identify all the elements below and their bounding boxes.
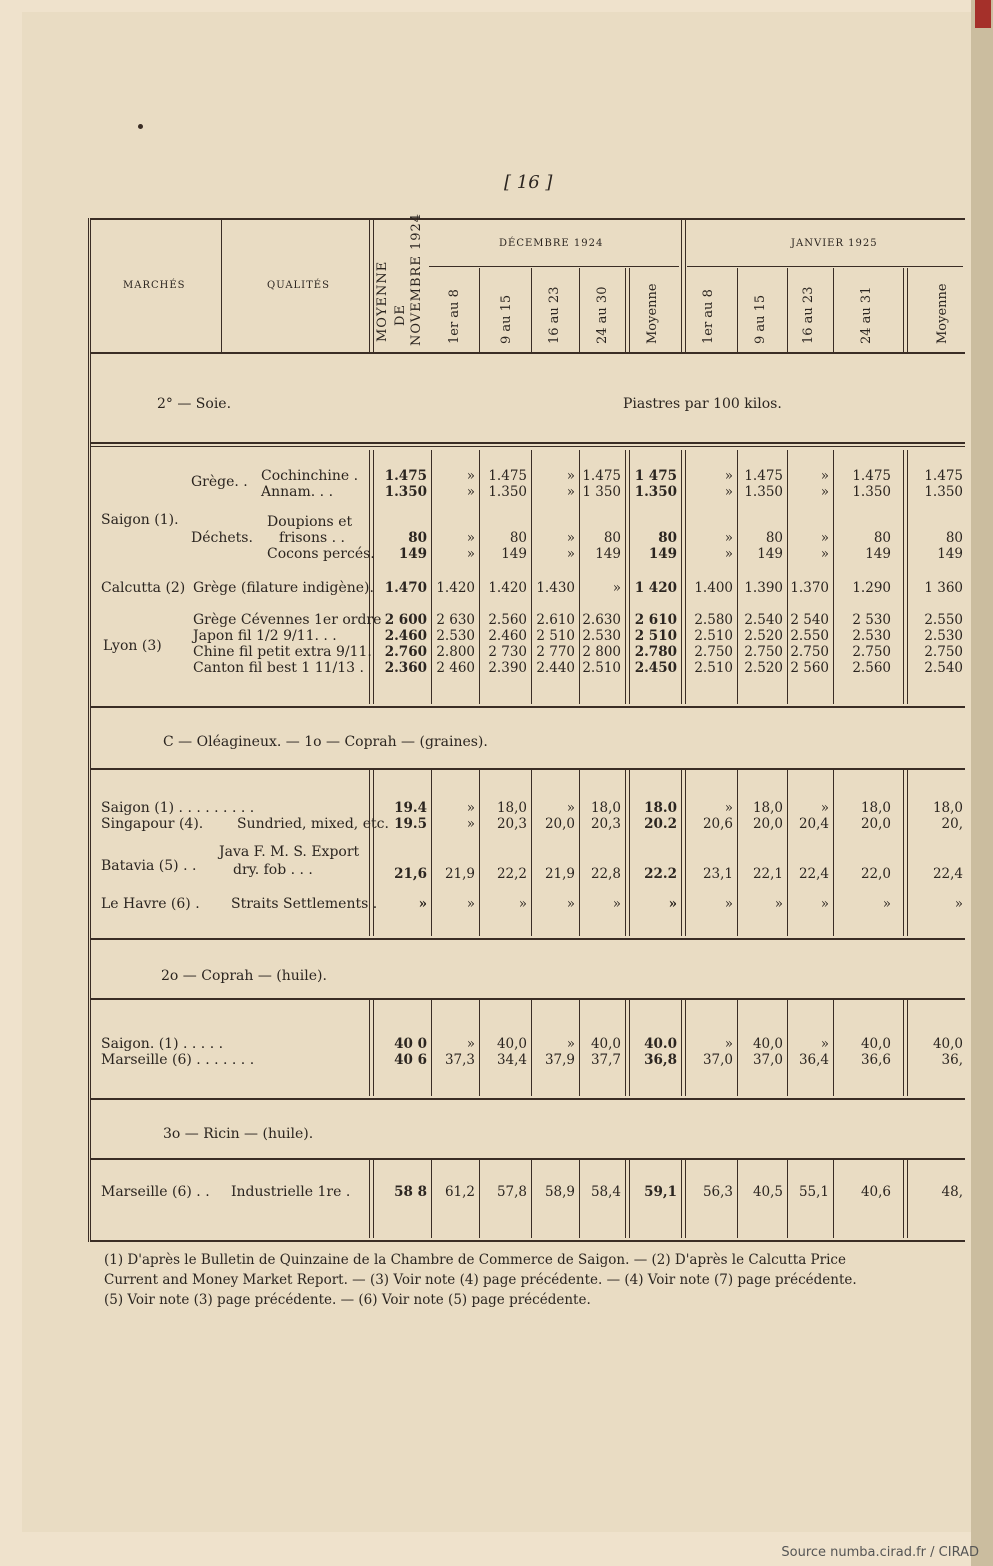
cell-saigon_huile-7: 40,0 [752,1036,783,1052]
cell-annam-7: 1.350 [744,484,783,500]
cell-cochinchine-10: 1.475 [924,468,963,484]
cell-marseille_huile-9: 36,6 [860,1052,891,1068]
ricin-rule [91,1098,965,1100]
cell-lyon3-9: 2.750 [852,644,891,660]
cell-lyon4-10: 2.540 [924,660,963,676]
cell-saigon_cop-4: 18,0 [590,800,621,816]
cell-saigon_cop-3: » [566,800,575,816]
cell-singapour-5: 20.2 [644,816,677,832]
cell-batavia-5: 22.2 [644,866,677,882]
cell-marseille_huile-3: 37,9 [544,1052,575,1068]
cell-havre-3: » [566,896,575,912]
cell-doupions-9: 80 [873,530,891,546]
cell-cochinchine-5: 1 475 [634,468,677,484]
cell-calcutta-6: 1.400 [694,580,733,596]
header-col-sep-3 [681,218,686,352]
cell-cocons-1: » [466,546,475,562]
cell-marseille_ricin-8: 55,1 [798,1184,829,1200]
cell-lyon2-9: 2.530 [852,628,891,644]
body-line-2-10 [903,1000,908,1096]
body-line-1-8 [787,770,788,936]
label-marseille-ricin-qualite: Industrielle 1re . [231,1184,351,1200]
cell-lyon3-6: 2.750 [694,644,733,660]
body-line-2-1 [431,1000,432,1096]
cell-lyon3-3: 2 770 [536,644,575,660]
cell-lyon3-4: 2 800 [582,644,621,660]
cell-marseille_huile-7: 37,0 [752,1052,783,1068]
decembre-brace [429,266,679,267]
cell-marseille_huile-0: 40 6 [394,1052,427,1068]
cell-batavia-8: 22,4 [798,866,829,882]
cell-lyon4-6: 2.510 [694,660,733,676]
cell-annam-8: » [820,484,829,500]
table-bottom-rule [91,1240,965,1242]
cell-saigon_cop-6: » [724,800,733,816]
cell-lyon2-5: 2 510 [634,628,677,644]
cell-cocons-10: 149 [937,546,963,562]
cell-lyon3-10: 2.750 [924,644,963,660]
cell-havre-4: » [612,896,621,912]
cell-lyon3-1: 2.800 [436,644,475,660]
label-dechets: Déchets. [191,530,253,546]
coprah-huile-rule [91,938,965,940]
jan-col-1: 1er au 8 [701,289,716,344]
body-line-2-7 [737,1000,738,1096]
cell-cocons-2: 149 [501,546,527,562]
cell-lyon2-0: 2.460 [384,628,427,644]
label-lyon-q4: Canton fil best 1 11/13 . [193,660,364,676]
body-line-1-3 [531,770,532,936]
jan-sep-2 [787,268,788,352]
section-coprah-huile: 2o — Coprah — (huile). [161,968,327,984]
source-credit: Source numba.cirad.fr / CIRAD [781,1545,979,1560]
cell-doupions-0: 80 [408,530,427,546]
cell-saigon_cop-8: » [820,800,829,816]
cell-saigon_cop-0: 19.4 [394,800,427,816]
body-line-1-6 [681,770,686,936]
label-annam: Annam. . . [261,484,334,500]
dec-col-1: 1er au 8 [447,289,462,344]
cell-saigon_huile-5: 40.0 [644,1036,677,1052]
label-havre: Le Havre (6) . [101,896,200,912]
cell-cocons-6: » [724,546,733,562]
dec-sep-4 [625,268,630,352]
body-line-1-5 [625,770,630,936]
cell-singapour-9: 20,0 [860,816,891,832]
cell-lyon4-7: 2.520 [744,660,783,676]
cell-lyon2-7: 2.520 [744,628,783,644]
body-line-3-4 [579,1160,580,1238]
cell-batavia-4: 22,8 [590,866,621,882]
price-table [88,212,965,1242]
cell-cocons-9: 149 [865,546,891,562]
cell-havre-7: » [774,896,783,912]
cell-saigon_huile-9: 40,0 [860,1036,891,1052]
body-line-1-4 [579,770,580,936]
cell-marseille_ricin-0: 58 8 [394,1184,427,1200]
body-line-0-1 [431,450,432,704]
header-qualites: QUALITÉS [267,280,330,291]
cell-marseille_ricin-2: 57,8 [496,1184,527,1200]
cell-lyon4-5: 2.450 [634,660,677,676]
cell-lyon1-0: 2 600 [384,612,427,628]
cell-lyon3-0: 2.760 [384,644,427,660]
cell-havre-10: » [954,896,963,912]
cell-lyon1-6: 2.580 [694,612,733,628]
ink-spot [138,124,143,129]
body-line-2-4 [579,1000,580,1096]
label-singapour: Singapour (4). [101,816,204,832]
cell-saigon_huile-8: » [820,1036,829,1052]
cell-saigon_cop-7: 18,0 [752,800,783,816]
body-line-2-0 [369,1000,374,1096]
label-batavia-q1: Java F. M. S. Export [219,844,360,860]
header-moyenne-2: DE [393,304,408,326]
cell-batavia-7: 22,1 [752,866,783,882]
body-line-3-8 [787,1160,788,1238]
cell-lyon4-8: 2 560 [790,660,829,676]
cell-marseille_huile-8: 36,4 [798,1052,829,1068]
cell-havre-8: » [820,896,829,912]
cell-batavia-6: 23,1 [702,866,733,882]
cell-cocons-7: 149 [757,546,783,562]
body-line-0-5 [625,450,630,704]
cell-havre-2: » [518,896,527,912]
label-calcutta-qualite: Grège (filature indigène). [193,580,374,596]
section-soie: 2° — Soie. [157,396,232,412]
body-line-3-5 [625,1160,630,1238]
footnote-1: (1) D'après le Bulletin de Quinzaine de la Chambre de Commerce de Saigon. — (2) D'après le Calcutta Price [104,1252,846,1268]
cell-lyon4-0: 2.360 [384,660,427,676]
body-line-3-1 [431,1160,432,1238]
cell-singapour-4: 20,3 [590,816,621,832]
cell-calcutta-3: 1.430 [536,580,575,596]
cell-lyon4-1: 2 460 [436,660,475,676]
label-cochinchine: Cochinchine . [261,468,359,484]
cell-doupions-8: » [820,530,829,546]
cell-cochinchine-7: 1.475 [744,468,783,484]
jan-col-2: 9 au 15 [753,294,768,344]
cell-lyon1-4: 2.630 [582,612,621,628]
cell-lyon1-7: 2.540 [744,612,783,628]
section-coprah-graines: C — Oléagineux. — 1o — Coprah — (graines). [163,734,488,750]
body-line-3-9 [833,1160,834,1238]
cell-lyon2-3: 2 510 [536,628,575,644]
page-number: [ 16 ] [504,172,553,193]
oleagineux-rule [91,706,965,708]
cell-lyon4-4: 2.510 [582,660,621,676]
cell-lyon4-3: 2.440 [536,660,575,676]
cell-singapour-8: 20,4 [798,816,829,832]
cell-lyon3-5: 2.780 [634,644,677,660]
cell-cochinchine-9: 1.475 [852,468,891,484]
body-line-1-2 [479,770,480,936]
cell-singapour-0: 19.5 [394,816,427,832]
cell-calcutta-7: 1.390 [744,580,783,596]
cell-singapour-10: 20, [941,816,963,832]
cell-lyon4-9: 2.560 [852,660,891,676]
cell-lyon2-10: 2.530 [924,628,963,644]
soie-rule-2 [91,446,965,447]
body-line-0-6 [681,450,686,704]
cell-lyon3-8: 2.750 [790,644,829,660]
cell-cochinchine-0: 1.475 [384,468,427,484]
cell-lyon1-3: 2.610 [536,612,575,628]
label-saigon-coprah: Saigon (1) . . . . . . . . . [101,800,255,816]
cell-annam-5: 1.350 [634,484,677,500]
cell-havre-9: » [882,896,891,912]
header-decembre: DÉCEMBRE 1924 [499,238,604,249]
label-cocons: Cocons percés. [267,546,375,562]
body-line-3-3 [531,1160,532,1238]
cell-batavia-0: 21,6 [394,866,427,882]
cell-cocons-8: » [820,546,829,562]
header-bottom-rule [91,352,965,354]
cell-lyon2-4: 2.530 [582,628,621,644]
label-marseille-huile: Marseille (6) . . . . . . . [101,1052,255,1068]
body-line-2-2 [479,1000,480,1096]
dec-col-5: Moyenne [645,283,660,344]
cell-marseille_ricin-5: 59,1 [644,1184,677,1200]
table-top-rule [91,218,965,220]
jan-col-5: Moyenne [935,283,950,344]
cell-havre-1: » [466,896,475,912]
body-line-0-0 [369,450,374,704]
cell-cocons-5: 149 [648,546,677,562]
dec-sep-1 [479,268,480,352]
body-line-0-9 [833,450,834,704]
cell-calcutta-9: 1.290 [852,580,891,596]
footnote-3: (5) Voir note (3) page précédente. — (6) Voir note (5) page précédente. [104,1292,591,1308]
cell-batavia-2: 22,2 [496,866,527,882]
cell-doupions-5: 80 [658,530,677,546]
cell-marseille_ricin-6: 56,3 [702,1184,733,1200]
cell-calcutta-0: 1.470 [384,580,427,596]
jan-sep-1 [737,268,738,352]
label-doupions-2: frisons . . [279,530,345,546]
binding-red-tab [975,0,991,28]
book-binding [971,0,993,1566]
cell-havre-5: » [668,896,677,912]
body-line-3-2 [479,1160,480,1238]
cell-batavia-3: 21,9 [544,866,575,882]
cell-lyon3-2: 2 730 [488,644,527,660]
cell-calcutta-1: 1.420 [436,580,475,596]
header-col-sep-1 [221,218,222,352]
jan-col-4: 24 au 31 [859,286,874,344]
cell-marseille_ricin-1: 61,2 [444,1184,475,1200]
cell-cochinchine-4: 1.475 [582,468,621,484]
cell-doupions-10: 80 [945,530,963,546]
cell-annam-0: 1.350 [384,484,427,500]
cell-lyon1-1: 2 630 [436,612,475,628]
cell-cochinchine-1: » [466,468,475,484]
jan-sep-3 [833,268,834,352]
body-line-0-7 [737,450,738,704]
cell-saigon_cop-2: 18,0 [496,800,527,816]
header-janvier: JANVIER 1925 [791,238,878,249]
body-line-3-7 [737,1160,738,1238]
body-line-0-4 [579,450,580,704]
label-lyon-q2: Japon fil 1/2 9/11. . . [193,628,337,644]
cell-singapour-1: » [466,816,475,832]
cell-doupions-2: 80 [509,530,527,546]
label-batavia: Batavia (5) . . [101,858,197,874]
cell-marseille_ricin-9: 40,6 [860,1184,891,1200]
body-line-0-3 [531,450,532,704]
cell-cochinchine-2: 1.475 [488,468,527,484]
header-col-sep-2 [369,218,374,352]
cell-marseille_huile-1: 37,3 [444,1052,475,1068]
cell-saigon_huile-2: 40,0 [496,1036,527,1052]
cell-singapour-3: 20,0 [544,816,575,832]
cell-annam-4: 1 350 [582,484,621,500]
cell-annam-3: » [566,484,575,500]
cell-lyon3-7: 2.750 [744,644,783,660]
cell-lyon1-10: 2.550 [924,612,963,628]
cell-havre-0: » [418,896,427,912]
cell-lyon2-1: 2.530 [436,628,475,644]
cell-batavia-10: 22,4 [932,866,963,882]
label-saigon-soie: Saigon (1). [101,512,179,528]
cell-saigon_huile-3: » [566,1036,575,1052]
label-lyon-q3: Chine fil petit extra 9/11. [193,644,372,660]
cell-lyon2-8: 2.550 [790,628,829,644]
label-havre-qualite: Straits Settlements . [231,896,378,912]
cell-singapour-6: 20,6 [702,816,733,832]
cell-cocons-0: 149 [398,546,427,562]
cell-lyon1-5: 2 610 [634,612,677,628]
cell-doupions-4: 80 [603,530,621,546]
label-calcutta: Calcutta (2) [101,580,186,596]
label-grege: Grège. . [191,474,248,490]
cell-saigon_huile-10: 40,0 [932,1036,963,1052]
body-line-2-5 [625,1000,630,1096]
cell-batavia-9: 22,0 [860,866,891,882]
header-marches: MARCHÉS [123,280,186,291]
cell-marseille_huile-4: 37,7 [590,1052,621,1068]
cell-annam-10: 1.350 [924,484,963,500]
cell-cocons-4: 149 [595,546,621,562]
body-line-1-10 [903,770,908,936]
cell-lyon2-2: 2.460 [488,628,527,644]
label-singapour-qualite: Sundried, mixed, etc. [237,816,389,832]
cell-lyon1-2: 2.560 [488,612,527,628]
footnote-2: Current and Money Market Report. — (3) Voir note (4) page précédente. — (4) Voir note (7) page précédente. [104,1272,857,1288]
cell-calcutta-10: 1 360 [924,580,963,596]
cell-lyon4-2: 2.390 [488,660,527,676]
cell-marseille_huile-2: 34,4 [496,1052,527,1068]
cell-singapour-7: 20,0 [752,816,783,832]
jan-sep-4 [903,268,908,352]
body-line-0-10 [903,450,908,704]
cell-calcutta-8: 1.370 [790,580,829,596]
dec-sep-2 [531,268,532,352]
cell-saigon_huile-4: 40,0 [590,1036,621,1052]
dec-sep-3 [579,268,580,352]
body-line-1-1 [431,770,432,936]
cell-batavia-1: 21,9 [444,866,475,882]
body-line-1-7 [737,770,738,936]
cell-marseille_ricin-10: 48, [941,1184,963,1200]
cell-lyon2-6: 2.510 [694,628,733,644]
cell-saigon_cop-5: 18.0 [644,800,677,816]
section-soie-unit: Piastres par 100 kilos. [623,396,782,412]
body-line-2-6 [681,1000,686,1096]
label-marseille-ricin: Marseille (6) . . [101,1184,210,1200]
body-line-0-8 [787,450,788,704]
cell-marseille_ricin-3: 58,9 [544,1184,575,1200]
cell-saigon_huile-0: 40 0 [394,1036,427,1052]
cell-marseille_huile-5: 36,8 [644,1052,677,1068]
cell-marseille_ricin-7: 40,5 [752,1184,783,1200]
body-line-1-9 [833,770,834,936]
dec-col-2: 9 au 15 [499,294,514,344]
cell-saigon_cop-1: » [466,800,475,816]
cell-singapour-2: 20,3 [496,816,527,832]
cell-doupions-1: » [466,530,475,546]
body-line-3-10 [903,1160,908,1238]
jan-col-3: 16 au 23 [801,286,816,344]
dec-col-3: 16 au 23 [547,286,562,344]
cell-annam-2: 1.350 [488,484,527,500]
cell-saigon_huile-1: » [466,1036,475,1052]
cell-saigon_cop-10: 18,0 [932,800,963,816]
label-batavia-q2: dry. fob . . . [233,862,313,878]
body-line-3-6 [681,1160,686,1238]
cell-calcutta-2: 1.420 [488,580,527,596]
cell-lyon1-9: 2 530 [852,612,891,628]
label-doupions-1: Doupions et [267,514,353,530]
cell-cocons-3: » [566,546,575,562]
cell-doupions-3: » [566,530,575,546]
body-line-3-0 [369,1160,374,1238]
header-moyenne-1: MOYENNE [375,260,390,342]
body-line-2-9 [833,1000,834,1096]
cell-cochinchine-6: » [724,468,733,484]
label-lyon: Lyon (3) [103,638,162,654]
soie-rule [91,442,965,444]
cell-doupions-6: » [724,530,733,546]
cell-cochinchine-3: » [566,468,575,484]
cell-marseille_huile-6: 37,0 [702,1052,733,1068]
cell-saigon_huile-6: » [724,1036,733,1052]
cell-calcutta-4: » [612,580,621,596]
cell-cochinchine-8: » [820,468,829,484]
cell-calcutta-5: 1 420 [634,580,677,596]
body-line-2-3 [531,1000,532,1096]
cell-doupions-7: 80 [765,530,783,546]
body-line-2-8 [787,1000,788,1096]
section-ricin: 3o — Ricin — (huile). [163,1126,314,1142]
label-saigon-huile: Saigon. (1) . . . . . [101,1036,224,1052]
cell-annam-9: 1.350 [852,484,891,500]
cell-marseille_ricin-4: 58,4 [590,1184,621,1200]
cell-annam-1: » [466,484,475,500]
label-lyon-q1: Grège Cévennes 1er ordre [193,612,382,628]
dec-col-4: 24 au 30 [595,286,610,344]
cell-annam-6: » [724,484,733,500]
janvier-brace [687,266,963,267]
cell-marseille_huile-10: 36, [941,1052,963,1068]
header-moyenne-3: NOVEMBRE 1924 [409,212,424,346]
cell-lyon1-8: 2 540 [790,612,829,628]
body-line-0-2 [479,450,480,704]
cell-saigon_cop-9: 18,0 [860,800,891,816]
cell-havre-6: » [724,896,733,912]
